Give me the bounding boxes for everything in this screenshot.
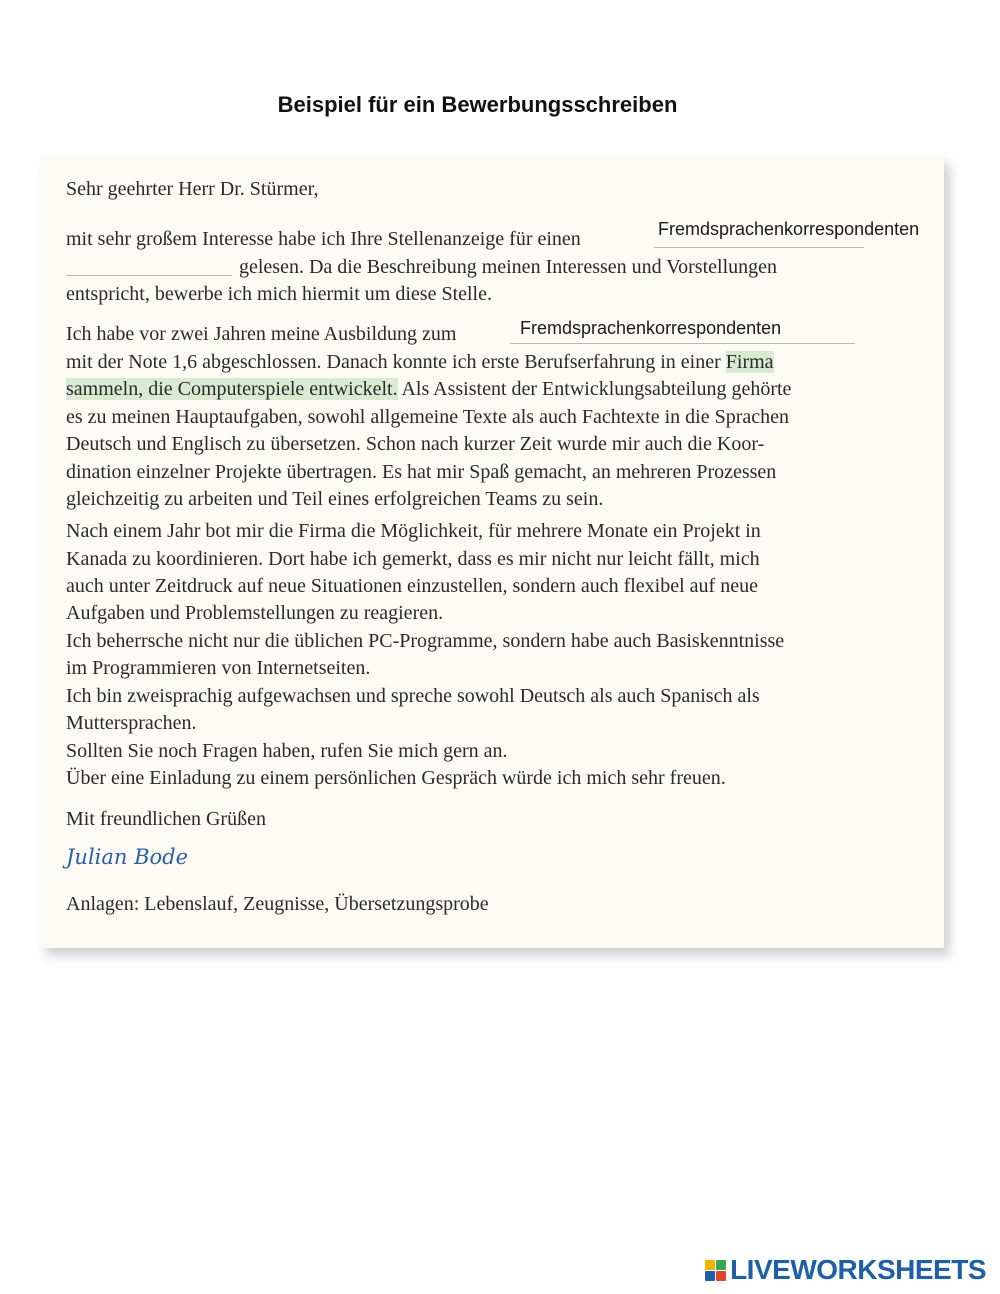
liveworksheets-logo[interactable] bbox=[705, 1254, 986, 1286]
logo-square bbox=[716, 1260, 726, 1270]
closing: Mit freundlichen Grüßen bbox=[66, 808, 266, 830]
logo-text: LIVEWORKSHEETS bbox=[730, 1254, 986, 1285]
paragraph2-line2 bbox=[66, 349, 774, 377]
paragraph2-line3-text: Als Assistent der Entwicklungsabteilung gehörte bbox=[397, 378, 792, 400]
highlight-computerspiele: sammeln, die Computerspiele entwickelt. bbox=[66, 378, 398, 400]
paragraph3-line1: Nach einem Jahr bot mir die Firma die Möglichkeit, für mehrere Monate ein Projekt in bbox=[66, 520, 761, 542]
paragraph2-line7: gleichzeitig zu arbeiten und Teil eines erfolgreichen Teams zu sein. bbox=[66, 488, 604, 510]
signature: Julian Bode bbox=[66, 845, 189, 869]
blank2-line bbox=[510, 343, 855, 344]
paragraph3-line10: Über eine Einladung zu einem persönlichen Gespräch würde ich mich sehr freuen. bbox=[66, 767, 726, 789]
logo-square bbox=[705, 1271, 715, 1281]
paragraph3-line4: Aufgaben und Problemstellungen zu reagieren. bbox=[66, 602, 444, 624]
attachments: Anlagen: Lebenslauf, Zeugnisse, Übersetzungsprobe bbox=[66, 893, 489, 915]
blank1-line-b bbox=[66, 275, 232, 276]
paragraph3-line5: Ich beherrsche nicht nur die üblichen PC-Programme, sondern habe auch Basiskenntnisse bbox=[66, 630, 785, 652]
logo-square bbox=[716, 1271, 726, 1281]
paragraph1-line2: gelesen. Da die Beschreibung meinen Interessen und Vorstellungen bbox=[239, 256, 778, 278]
paragraph2-line6: dination einzelner Projekte übertragen. Es hat mir Spaß gemacht, an mehreren Prozessen bbox=[66, 461, 777, 483]
paragraph3-line3: auch unter Zeitdruck auf neue Situationen einzustellen, sondern auch flexibel auf neue bbox=[66, 575, 758, 597]
paragraph3-line7: Ich bin zweisprachig aufgewachsen und spreche sowohl Deutsch als auch Spanisch als bbox=[66, 685, 760, 707]
salutation: Sehr geehrter Herr Dr. Stürmer, bbox=[66, 178, 319, 200]
logo-square bbox=[705, 1260, 715, 1270]
logo-mark-icon bbox=[705, 1260, 726, 1281]
blank2-answer-input[interactable] bbox=[520, 318, 840, 339]
blank1-answer-input[interactable] bbox=[658, 219, 958, 240]
paragraph3-line8: Muttersprachen. bbox=[66, 712, 197, 734]
paragraph3-line9: Sollten Sie noch Fragen haben, rufen Sie mich gern an. bbox=[66, 740, 508, 762]
paragraph2-line3 bbox=[66, 376, 791, 404]
blank1-line-a bbox=[654, 247, 864, 248]
paragraph3-line6: im Programmieren von Internetseiten. bbox=[66, 657, 371, 679]
paragraph2-line4: es zu meinen Hauptaufgaben, sowohl allgemeine Texte als auch Fachtexte in die Sprachen bbox=[66, 406, 789, 428]
paragraph2-line1: Ich habe vor zwei Jahren meine Ausbildung zum bbox=[66, 323, 457, 345]
highlight-firma: Firma bbox=[725, 351, 774, 373]
paragraph1-line3: entspricht, bewerbe ich mich hiermit um diese Stelle. bbox=[66, 283, 492, 305]
paragraph2-line2-text: mit der Note 1,6 abgeschlossen. Danach konnte ich erste Berufserfahrung in einer bbox=[66, 351, 726, 373]
paragraph3-line2: Kanada zu koordinieren. Dort habe ich gemerkt, dass es mir nicht nur leicht fällt, mich bbox=[66, 548, 760, 570]
page-title: Beispiel für ein Bewerbungsschreiben bbox=[277, 92, 678, 117]
paragraph1-line1: mit sehr großem Interesse habe ich Ihre Stellenanzeige für einen bbox=[66, 228, 581, 250]
paragraph2-line5: Deutsch und Englisch zu übersetzen. Schon nach kurzer Zeit wurde mir auch die Koor- bbox=[66, 433, 765, 455]
